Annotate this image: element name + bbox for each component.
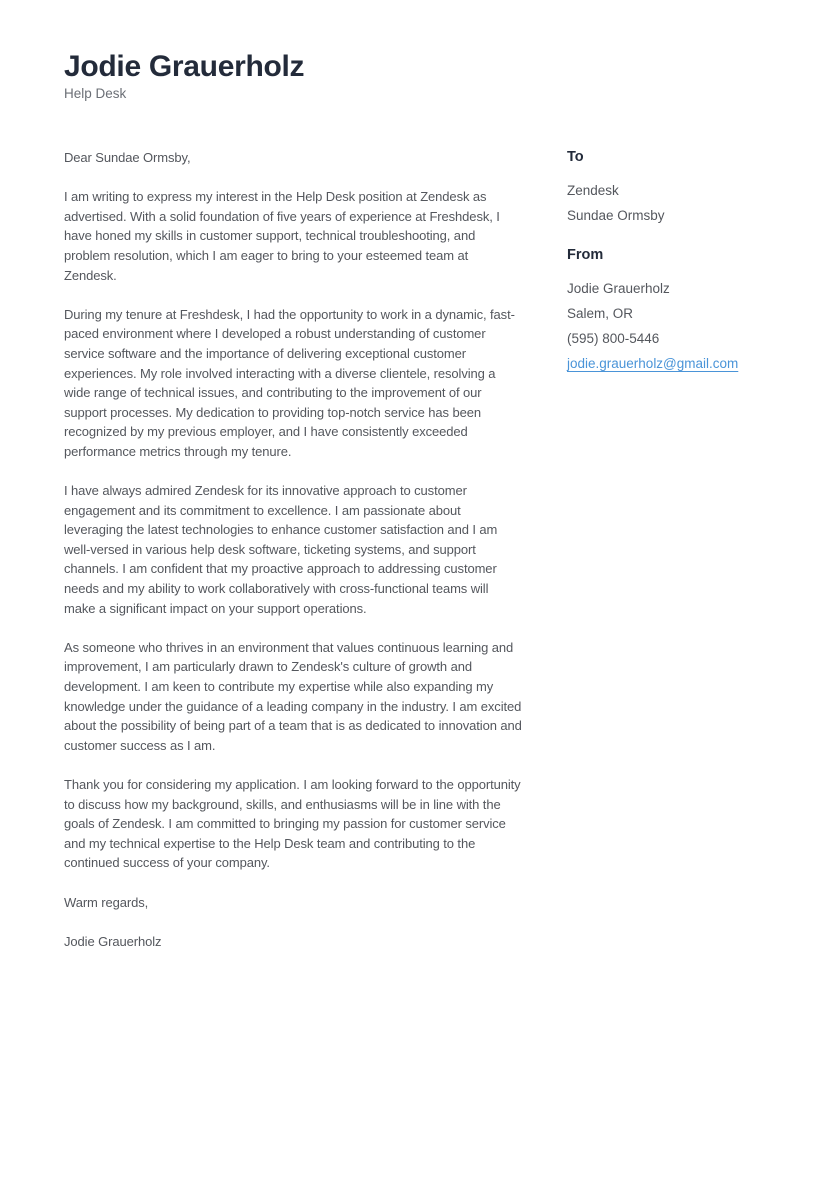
letter-closing: Warm regards, — [64, 894, 149, 910]
recipient-name: Sundae Ormsby — [567, 207, 665, 223]
to-heading: To — [567, 149, 584, 165]
recipient-company: Zendesk — [567, 183, 619, 198]
letter-paragraph: I have always admired Zendesk for its innovative approach to customer engagement and its commitment to excellence. I am passionate about leveraging the latest technologies to enhance customer satisfaction and I am well-versed in various help desk software, ticketing systems, and support channels. I am confident that my proactive approach to addressing customer needs and my ability to work collaboratively with cross-functional teams will make a significant impact on your support operations. — [64, 483, 498, 616]
sender-email-link[interactable]: jodie.grauerholz@gmail.com — [567, 355, 739, 371]
letter-signature: Jodie Grauerholz — [64, 933, 162, 949]
letter-paragraph: I am writing to express my interest in the Help Desk position at Zendesk as advertised. With a solid foundation of five years of experience at Freshdesk, I have honed my skills in customer support, technical troubleshooting, and problem resolution, which I am eager to bring to your esteemed team at Zendesk. — [64, 189, 500, 283]
candidate-name: Jodie Grauerholz — [64, 50, 305, 83]
letter-greeting: Dear Sundae Ormsby, — [64, 150, 191, 165]
letter-header — [0, 0, 833, 102]
recipient-section — [567, 148, 769, 228]
letter-paragraph: Thank you for considering my application. I am looking forward to the opportunity to discuss how my background, skills, and enthusiasms will be in line with the goals of Zendesk. I am committed to bringing my passion for customer service and my technical expertise to the Help Desk team and contributing to the continued success of your company. — [64, 777, 521, 871]
from-heading: From — [567, 247, 604, 264]
letter-body — [64, 148, 522, 951]
sender-phone: (595) 800-5446 — [567, 330, 660, 346]
candidate-job-title: Help Desk — [64, 86, 127, 101]
sender-section — [567, 246, 769, 376]
letter-paragraph: As someone who thrives in an environment that values continuous learning and improvement, I am particularly drawn to Zendesk's culture of growth and development. I am keen to contribute my expertise while also expanding my knowledge under the guidance of a leading company in the industry. I am excited about the possibility of being part of a team that is as dedicated to innovation and customer success as I am. — [64, 639, 522, 753]
sender-location: Salem, OR — [567, 306, 634, 322]
letter-paragraph: During my tenure at Freshdesk, I had the opportunity to work in a dynamic, fast-paced environment where I developed a robust understanding of customer service software and the importance of delivering exceptional customer experiences. My role involved interacting with a diverse clientele, resolving a wide range of technical issues, and contributing to the improvement of our support processes. My dedication to providing top-notch service has been recognized by my previous employer, and I have consistently exceeded performance metrics through my tenure. — [64, 306, 515, 459]
contact-sidebar — [567, 148, 769, 376]
sender-name: Jodie Grauerholz — [567, 281, 670, 297]
sender-email — [567, 352, 769, 377]
letter-content — [0, 148, 833, 951]
